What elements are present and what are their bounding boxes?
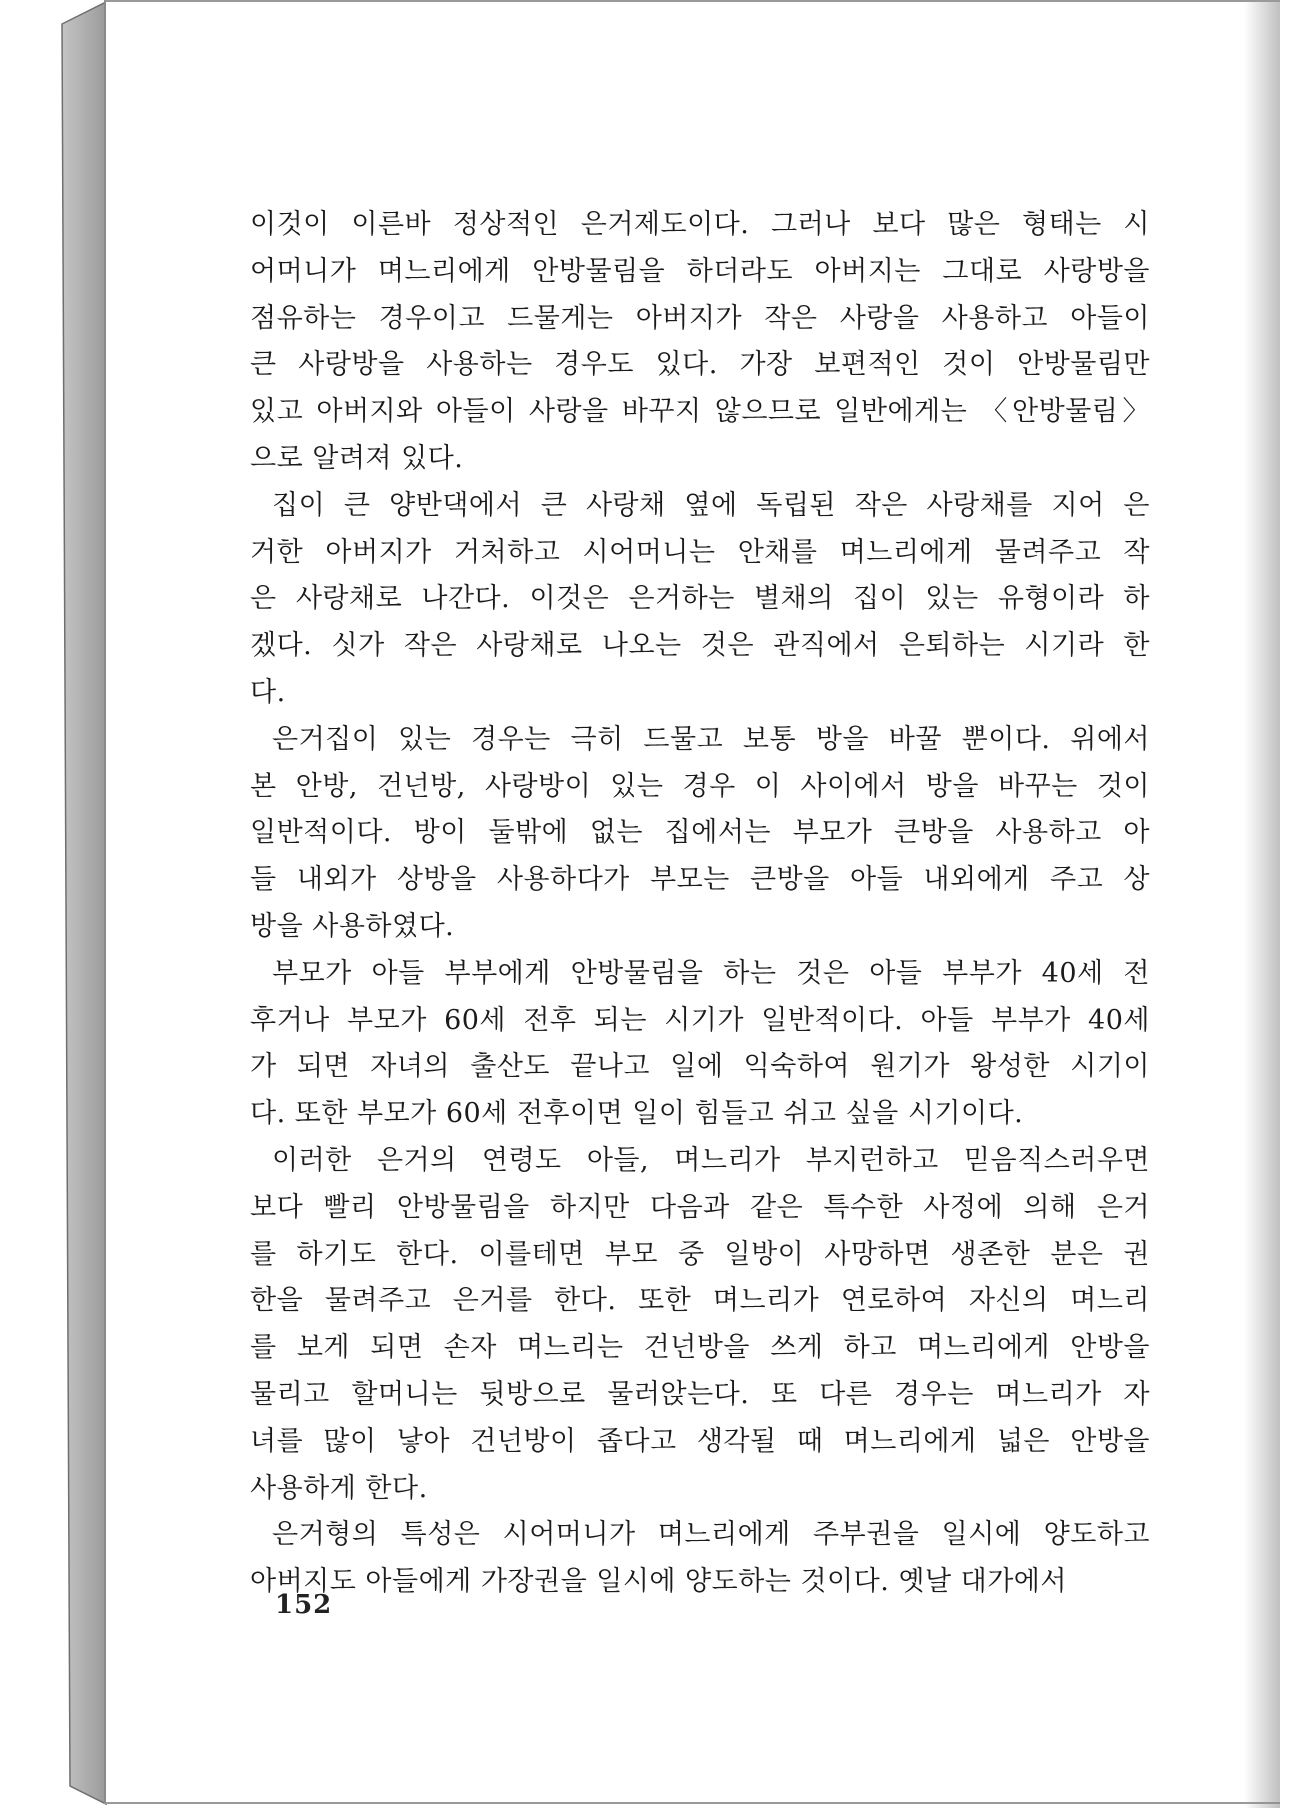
text-line: 본 안방, 건넌방, 사랑방이 있는 경우 이 사이에서 방을 바꾸는 것이 xyxy=(250,770,1150,802)
text-line: 일반적이다. 방이 둘밖에 없는 집에서는 부모가 큰방을 사용하고 아 xyxy=(250,817,1150,849)
paragraph xyxy=(250,1138,1150,1512)
text-line: 점유하는 경우이고 드물게는 아버지가 작은 사랑을 사용하고 아들이 xyxy=(250,302,1150,334)
text-line: 은 사랑채로 나간다. 이것은 은거하는 별채의 집이 있는 유형이라 하 xyxy=(250,583,1150,615)
page-number: 152 xyxy=(275,1590,333,1620)
text-line: 물리고 할머니는 뒷방으로 물러앉는다. 또 다른 경우는 며느리가 자 xyxy=(250,1378,1150,1410)
text-line: 은거형의 특성은 시어머니가 며느리에게 주부권을 일시에 양도하고 xyxy=(272,1519,1150,1551)
text-line: 거한 아버지가 거처하고 시어머니는 안채를 며느리에게 물려주고 작 xyxy=(250,536,1150,568)
text-line: 들 내외가 상방을 사용하다가 부모는 큰방을 아들 내외에게 주고 상 xyxy=(250,864,1150,896)
text-line: 아버지도 아들에게 가장권을 일시에 양도하는 것이다. 옛날 대가에서 xyxy=(250,1566,1067,1598)
text-line: 보다 빨리 안방물림을 하지만 다음과 같은 특수한 사정에 의해 은거 xyxy=(250,1191,1150,1223)
paragraph xyxy=(250,483,1150,717)
text-line: 한을 물려주고 은거를 한다. 또한 며느리가 연로하여 자신의 며느리 xyxy=(250,1285,1150,1317)
text-line: 있고 아버지와 아들이 사랑을 바꾸지 않으므로 일반에게는 〈안방물림〉 xyxy=(250,396,1150,428)
text-line: 으로 알려져 있다. xyxy=(250,442,464,474)
paragraph xyxy=(250,951,1150,1138)
body-text xyxy=(250,202,1150,1606)
text-line: 이것이 이른바 정상적인 은거제도이다. 그러나 보다 많은 형태는 시 xyxy=(250,209,1150,240)
text-line: 큰 사랑방을 사용하는 경우도 있다. 가장 보편적인 것이 안방물림만 xyxy=(250,349,1150,381)
paragraph xyxy=(250,1512,1150,1606)
text-line: 다. xyxy=(250,676,286,708)
text-line: 후거나 부모가 60세 전후 되는 시기가 일반적이다. 아들 부부가 40세 xyxy=(250,1004,1150,1036)
text-line: 집이 큰 양반댁에서 큰 사랑채 옆에 독립된 작은 사랑채를 지어 은 xyxy=(272,489,1150,521)
text-line: 가 되면 자녀의 출산도 끝나고 일에 익숙하여 원기가 왕성한 시기이 xyxy=(250,1051,1150,1083)
text-line: 은거집이 있는 경우는 극히 드물고 보통 방을 바꿀 뿐이다. 위에서 xyxy=(272,723,1150,755)
text-line: 부모가 아들 부부에게 안방물림을 하는 것은 아들 부부가 40세 전 xyxy=(272,957,1150,989)
text-line: 겠다. 싯가 작은 사랑채로 나오는 것은 관직에서 은퇴하는 시기라 한 xyxy=(250,630,1150,662)
book-spine-edge xyxy=(0,0,110,1806)
page-edge-shadow xyxy=(1244,2,1280,1808)
text-line: 다. 또한 부모가 60세 전후이면 일이 힘들고 쉬고 싶을 시기이다. xyxy=(250,1098,1024,1130)
text-line: 방을 사용하였다. xyxy=(250,910,455,942)
text-line: 를 하기도 한다. 이를테면 부모 중 일방이 사망하면 생존한 분은 권 xyxy=(250,1238,1150,1270)
text-line: 이러한 은거의 연령도 아들, 며느리가 부지런하고 믿음직스러우면 xyxy=(272,1144,1150,1176)
paragraph xyxy=(250,717,1150,951)
text-line: 를 보게 되면 손자 며느리는 건넌방을 쓰게 하고 며느리에게 안방을 xyxy=(250,1332,1150,1364)
text-line: 녀를 많이 낳아 건넌방이 좁다고 생각될 때 며느리에게 넓은 안방을 xyxy=(250,1425,1150,1457)
text-line: 어머니가 며느리에게 안방물림을 하더라도 아버지는 그대로 사랑방을 xyxy=(250,255,1150,287)
text-line: 사용하게 한다. xyxy=(250,1472,428,1504)
paragraph xyxy=(250,202,1150,483)
